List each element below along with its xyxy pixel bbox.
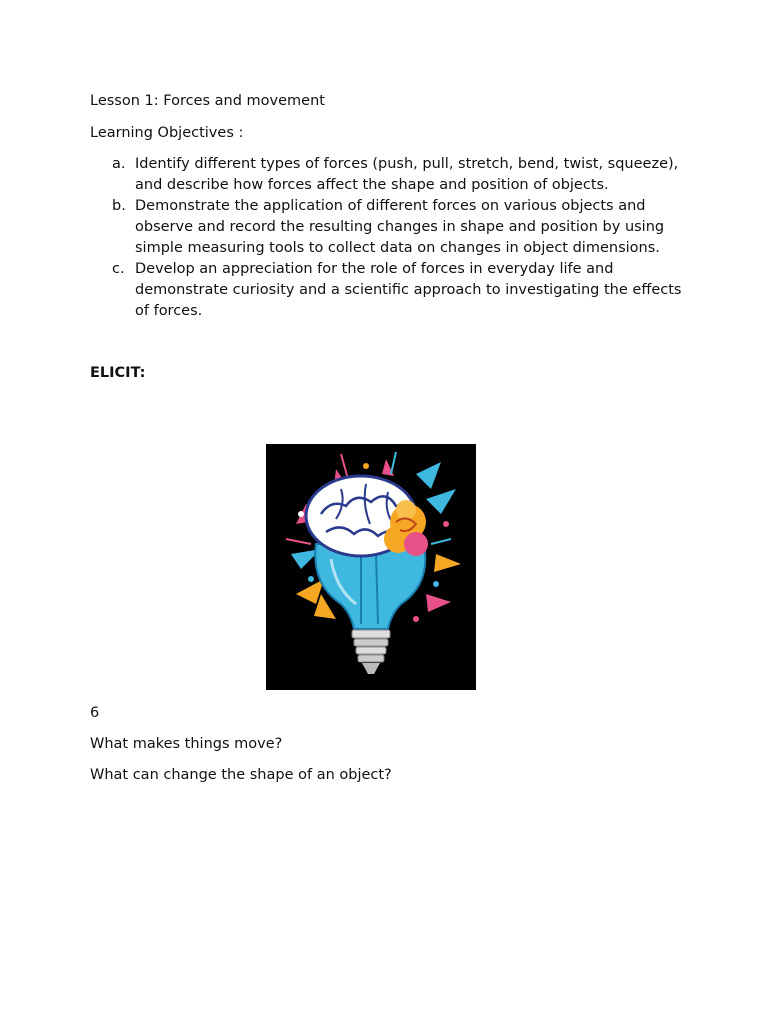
objective-marker: c. — [112, 261, 125, 277]
objective-text: Identify different types of forces (push, pull, stretch, bend, twist, squeeze), and describe how forces affect the shape and position of objects. — [135, 156, 679, 193]
objective-item — [90, 259, 690, 322]
lesson-title: Lesson 1: Forces and movement — [90, 93, 325, 109]
objectives-heading: Learning Objectives : — [90, 125, 244, 141]
objectives-list — [90, 154, 690, 322]
elicit-question: What can change the shape of an object? — [90, 767, 392, 783]
section-heading-elicit: ELICIT: — [90, 365, 146, 381]
objective-text: Demonstrate the application of different forces on various objects and observe and record the resulting changes in shape and position by using simple measuring tools to collect data on changes in object dimensions. — [135, 198, 665, 256]
objective-item — [90, 196, 690, 259]
figure-number: 6 — [90, 705, 100, 721]
objective-marker: b. — [112, 198, 126, 214]
bulb-base-shape — [352, 630, 390, 674]
elicit-question: What makes things move? — [90, 736, 283, 752]
objective-text: Develop an appreciation for the role of forces in everyday life and demonstrate curiosity and a scientific approach to investigating the effects of forces. — [135, 261, 682, 319]
lesson-content — [90, 91, 690, 384]
lightbulb-brain-icon — [266, 444, 476, 690]
objective-item — [90, 154, 690, 196]
objective-marker: a. — [112, 156, 126, 172]
lightbulb-brain-illustration — [266, 444, 476, 690]
